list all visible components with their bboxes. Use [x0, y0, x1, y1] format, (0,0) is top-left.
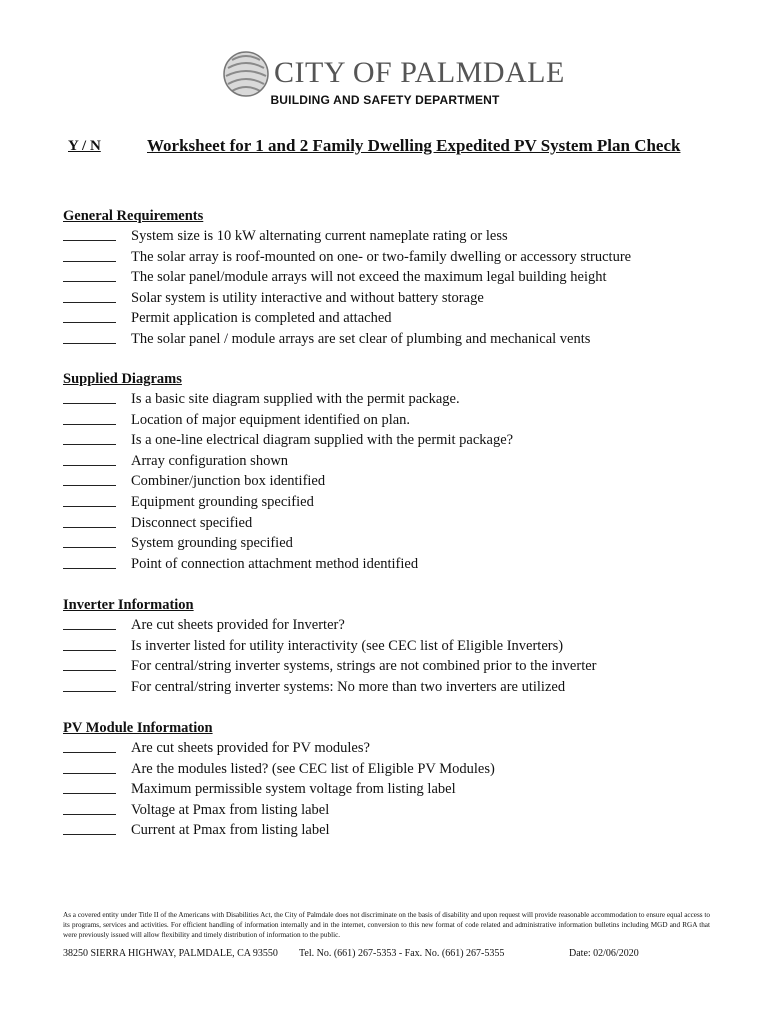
answer-blank[interactable] — [63, 793, 116, 794]
checklist-item: Location of major equipment identified on plan. — [63, 410, 743, 431]
answer-blank[interactable] — [63, 240, 116, 241]
answer-blank[interactable] — [63, 403, 116, 404]
answer-blank[interactable] — [63, 547, 116, 548]
yes-no-column-label: Y / N — [68, 138, 101, 154]
checklist-item: Current at Pmax from listing label — [63, 820, 743, 841]
checklist-item: Equipment grounding specified — [63, 492, 743, 513]
answer-blank[interactable] — [63, 506, 116, 507]
section-inverter-information — [63, 596, 743, 697]
checklist-item: Are cut sheets provided for Inverter? — [63, 615, 743, 636]
checklist-item: The solar array is roof-mounted on one- or two-family dwelling or accessory structure — [63, 247, 743, 268]
section-heading: Supplied Diagrams — [63, 371, 182, 387]
answer-blank[interactable] — [63, 527, 116, 528]
checklist-item: Is inverter listed for utility interactivity (see CEC list of Eligible Inverters) — [63, 636, 743, 657]
answer-blank[interactable] — [63, 568, 116, 569]
checklist-item: Permit application is completed and attached — [63, 308, 743, 329]
checklist-item: Is a basic site diagram supplied with the permit package. — [63, 389, 743, 410]
answer-blank[interactable] — [63, 424, 116, 425]
answer-blank[interactable] — [63, 691, 116, 692]
ada-notice: As a covered entity under Title II of the Americans with Disabilities Act, the City of Palmdale does not discriminate on the basis of disability and upon request will provide reasonable accommodation to ensure equal access to its programs, services and activities. For efficient handling of information internally and in the internet, conversion to this new format of code related and administrative information bulletins including MGD and RGA that were previously issued will allow flexibility and timely distribution of information to the public. — [63, 911, 710, 939]
logo-wordmark: CITY OF PALMDALE — [274, 56, 565, 89]
checklist-item: The solar panel / module arrays are set clear of plumbing and mechanical vents — [63, 329, 743, 350]
section-heading: General Requirements — [63, 208, 204, 224]
answer-blank[interactable] — [63, 670, 116, 671]
answer-blank[interactable] — [63, 261, 116, 262]
answer-blank[interactable] — [63, 302, 116, 303]
page-title: Worksheet for 1 and 2 Family Dwelling Expedited PV System Plan Check — [147, 136, 681, 155]
section-general-requirements — [63, 207, 743, 350]
checklist-item: Point of connection attachment method identified — [63, 554, 743, 575]
answer-blank[interactable] — [63, 814, 116, 815]
answer-blank[interactable] — [63, 343, 116, 344]
answer-blank[interactable] — [63, 629, 116, 630]
checklist-item: Array configuration shown — [63, 451, 743, 472]
answer-blank[interactable] — [63, 752, 116, 753]
answer-blank[interactable] — [63, 322, 116, 323]
footer-date: Date: 02/06/2020 — [569, 948, 639, 959]
checklist-item: For central/string inverter systems: No more than two inverters are utilized — [63, 677, 743, 698]
footer-phone: Tel. No. (661) 267-5353 - Fax. No. (661) 267-5355 — [299, 948, 505, 959]
checklist-item: Solar system is utility interactive and without battery storage — [63, 288, 743, 309]
checklist-item: Is a one-line electrical diagram supplied with the permit package? — [63, 430, 743, 451]
checklist-item: System size is 10 kW alternating current nameplate rating or less — [63, 226, 743, 247]
checklist-item: System grounding specified — [63, 533, 743, 554]
department-name: BUILDING AND SAFETY DEPARTMENT — [270, 93, 500, 107]
answer-blank[interactable] — [63, 444, 116, 445]
answer-blank[interactable] — [63, 773, 116, 774]
answer-blank[interactable] — [63, 485, 116, 486]
answer-blank[interactable] — [63, 650, 116, 651]
answer-blank[interactable] — [63, 281, 116, 282]
checklist-item: Combiner/junction box identified — [63, 471, 743, 492]
checklist-item: Disconnect specified — [63, 513, 743, 534]
checklist-item: For central/string inverter systems, strings are not combined prior to the inverter — [63, 656, 743, 677]
checklist-item: Voltage at Pmax from listing label — [63, 800, 743, 821]
checklist-item: Are the modules listed? (see CEC list of Eligible PV Modules) — [63, 759, 743, 780]
answer-blank[interactable] — [63, 465, 116, 466]
footer-address: 38250 SIERRA HIGHWAY, PALMDALE, CA 93550 — [63, 948, 278, 959]
section-heading: PV Module Information — [63, 720, 213, 736]
section-supplied-diagrams — [63, 370, 743, 574]
checklist-item: Maximum permissible system voltage from listing label — [63, 779, 743, 800]
answer-blank[interactable] — [63, 834, 116, 835]
checklist-item: Are cut sheets provided for PV modules? — [63, 738, 743, 759]
checklist-item: The solar panel/module arrays will not exceed the maximum legal building height — [63, 267, 743, 288]
section-heading: Inverter Information — [63, 597, 194, 613]
section-pv-module-information — [63, 719, 743, 841]
